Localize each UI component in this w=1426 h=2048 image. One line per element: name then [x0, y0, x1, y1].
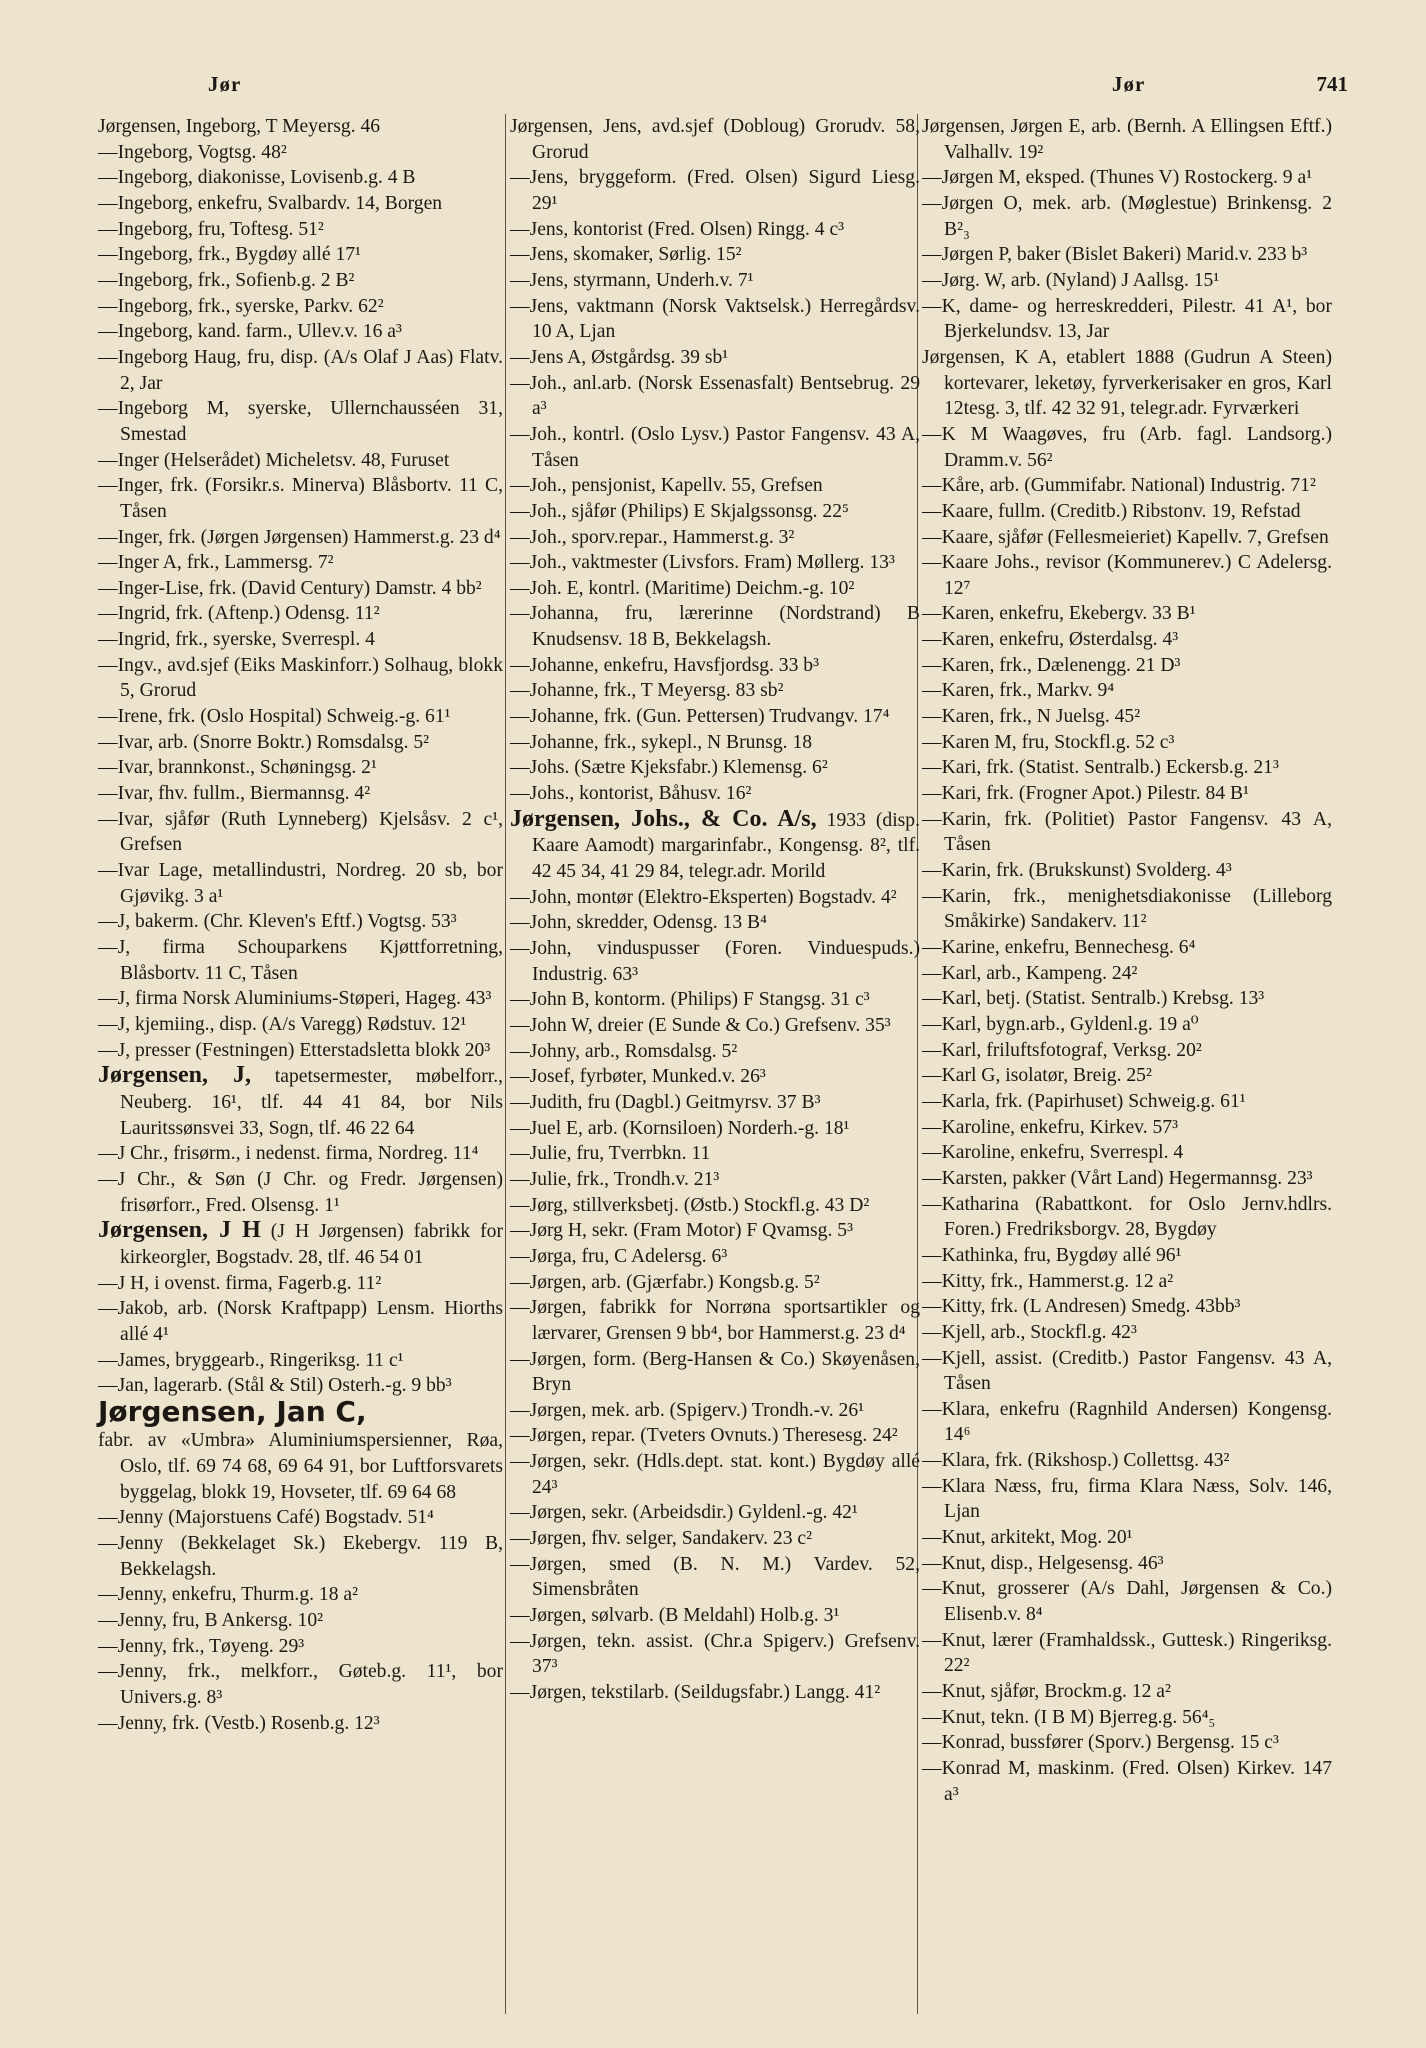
directory-entry: —Jørgen, sekr. (Arbeidsdir.) Gyldenl.-g. 42¹ [510, 1502, 858, 1524]
directory-entry: —Jan, lagerarb. (Stål & Stil) Osterh.-g. 9 bb³ [98, 1375, 452, 1397]
directory-entry: —John, skredder, Odensg. 13 B⁴ [510, 912, 767, 934]
directory-entry: —Jørgen M, eksped. (Thunes V) Rostockerg. 9 a¹ [922, 167, 1313, 189]
directory-entry: —Karoline, enkefru, Sverrespl. 4 [922, 1142, 1184, 1164]
directory-entry: —Karen, enkefru, Østerdalsg. 4³ [922, 629, 1179, 651]
directory-entry: —Inger, frk. (Forsikr.s. Minerva) Blåsbortv. 11 C, Tåsen [98, 475, 503, 522]
directory-entry: —Johanne, frk., sykepl., N Brunsg. 18 [510, 731, 813, 753]
directory-entry: —Kaare Johs., revisor (Kommunerev.) C Adelersg. 12⁷ [922, 552, 1332, 599]
directory-entry: —Knut, sjåfør, Brockm.g. 12 a² [922, 1681, 1171, 1703]
directory-entry: —Johanne, frk., T Meyersg. 83 sb² [510, 680, 784, 702]
directory-entry: —Jørgen, fhv. selger, Sandakerv. 23 c² [510, 1528, 812, 1550]
directory-entry: —Johanna, fru, lærerinne (Nordstrand) B Knudsensv. 18 B, Bekkelagsh. [510, 603, 920, 651]
directory-entry: —Jens, bryggeform. (Fred. Olsen) Sigurd Liesg. 29¹ [510, 167, 920, 214]
column-2 [510, 114, 920, 1706]
directory-entry: —Jenny, frk., Tøyeng. 29³ [98, 1635, 305, 1657]
directory-entry: —Jens, styrmann, Underh.v. 7¹ [510, 269, 754, 291]
directory-entry: —Johanne, frk. (Gun. Pettersen) Trudvangv. 17⁴ [510, 706, 890, 728]
directory-entry: —Jens, vaktmann (Norsk Vaktselsk.) Herregårdsv. 10 A, Ljan [510, 295, 920, 343]
directory-entry: —Joh., anl.arb. (Norsk Essenasfalt) Bentsebrug. 29 a³ [510, 372, 920, 420]
directory-entry: —Knut, grosserer (A/s Dahl, Jørgensen & Co.) Elisenb.v. 8⁴ [922, 1578, 1332, 1626]
directory-entry: Jørgensen, Jens, avd.sjef (Dobloug) Grorudv. 58, Grorud [510, 116, 920, 163]
directory-entry: —J, firma Norsk Aluminiums-Støperi, Hageg. 43³ [98, 988, 492, 1010]
directory-entry: —J, bakerm. (Chr. Kleven's Eftf.) Vogtsg. 53³ [98, 911, 457, 933]
directory-entry: —Ingeborg, enkefru, Svalbardv. 14, Borgen [98, 192, 443, 214]
directory-entry: —Jenny, fru, B Ankersg. 10² [98, 1610, 324, 1632]
directory-entry: —Ingeborg Haug, fru, disp. (A/s Olaf J Aas) Flatv. 2, Jar [98, 346, 503, 394]
column-divider [505, 114, 506, 2014]
directory-entry: —Judith, fru (Dagbl.) Geitmyrsv. 37 B³ [510, 1091, 821, 1113]
directory-entry: —Karen, enkefru, Ekebergv. 33 B¹ [922, 603, 1196, 625]
directory-entry: —Kitty, frk., Hammerst.g. 12 a² [922, 1270, 1174, 1292]
directory-entry: —Karen M, fru, Stockfl.g. 52 c³ [922, 731, 1175, 753]
directory-entry: —Ivar, sjåfør (Ruth Lynneberg) Kjelsåsv. 2 c¹, Grefsen [98, 808, 503, 856]
directory-entry: —Kjell, arb., Stockfl.g. 42³ [922, 1321, 1137, 1343]
directory-entry: —Konrad M, maskinm. (Fred. Olsen) Kirkev. 147 a³ [922, 1758, 1332, 1805]
directory-entry: —Julie, fru, Tverrbkn. 11 [510, 1143, 711, 1165]
directory-entry: —Karin, frk. (Brukskunst) Svolderg. 4³ [922, 860, 1232, 882]
directory-entry: —John W, dreier (E Sunde & Co.) Grefsenv. 35³ [510, 1014, 891, 1036]
directory-entry: —Ingeborg, frk., Bygdøy allé 17¹ [98, 244, 361, 266]
directory-entry: —Jens A, Østgårdsg. 39 sb¹ [510, 346, 729, 368]
directory-entry: —Karl, bygn.arb., Gyldenl.g. 19 a⁰ [922, 1013, 1199, 1035]
directory-entry: —J Chr., frisørm., i nedenst. firma, Nordreg. 11⁴ [98, 1143, 479, 1165]
directory-entry: —Jørg. W, arb. (Nyland) J Aallsg. 15¹ [922, 269, 1220, 291]
directory-entry: —Ingv., avd.sjef (Eiks Maskinforr.) Solhaug, blokk 5, Grorud [98, 654, 503, 702]
directory-entry: Jørgensen, Jørgen E, arb. (Bernh. A Ellingsen Eftf.) Valhallv. 19² [922, 116, 1332, 163]
column-3 [922, 114, 1332, 1807]
directory-entry: —Jørgen, fabrikk for Norrøna sportsartikler og lærvarer, Grensen 9 bb⁴, bor Hammerst.g. 23 d⁴ [510, 1297, 920, 1344]
directory-entry: —Inger A, frk., Lammersg. 7² [98, 552, 334, 574]
directory-entry: Jørgensen, Jan C, [98, 1394, 367, 1428]
directory-entry: —Klara Næss, fru, firma Klara Næss, Solv. 146, Ljan [922, 1475, 1332, 1523]
directory-entry: —Ingeborg, frk., syerske, Parkv. 62² [98, 295, 384, 317]
directory-entry: —Johs., kontorist, Båhusv. 16² [510, 783, 752, 805]
directory-entry: —Jørgen P, baker (Bislet Bakeri) Marid.v. 233 b³ [922, 244, 1308, 266]
directory-entry: fabr. av «Umbra» Aluminiumspersienner, Røa, Oslo, tlf. 69 74 68, 69 64 91, bor Luftforsvarets byggelag, blokk 19, Hovseter, tlf. 69 64 68 [98, 1430, 503, 1503]
directory-entry: —John, montør (Elektro-Eksperten) Bogstadv. 4² [510, 886, 897, 908]
directory-entry: —Jørg H, sekr. (Fram Motor) F Qvamsg. 5³ [510, 1220, 853, 1242]
directory-entry: —Ingeborg M, syerske, Ullernchausséen 31, Smestad [98, 398, 503, 445]
directory-entry: —Knut, lærer (Framhaldssk., Guttesk.) Ringeriksg. 22² [922, 1629, 1332, 1677]
directory-entry: —Jenny, enkefru, Thurm.g. 18 a² [98, 1584, 358, 1606]
directory-entry: —Kari, frk. (Statist. Sentralb.) Eckersb.g. 21³ [922, 757, 1279, 779]
directory-entry: —J Chr., & Søn (J Chr. og Fredr. Jørgensen) frisørforr., Fred. Olsensg. 1¹ [98, 1168, 503, 1216]
directory-entry: Jørgensen, J, tapetsermester, møbelforr., Neuberg. 16¹, tlf. 44 41 84, bor Nils Lauritssønsvei 33, Sogn, tlf. 46 22 64 [98, 1062, 503, 1139]
directory-entry: —Jens, kontorist (Fred. Olsen) Ringg. 4 c³ [510, 218, 845, 240]
directory-entry: —Jørgen, mek. arb. (Spigerv.) Trondh.-v. 26¹ [510, 1399, 864, 1421]
directory-entry: —Julie, frk., Trondh.v. 21³ [510, 1168, 720, 1190]
directory-entry: —John, vinduspusser (Foren. Vinduespuds.) Industrig. 63³ [510, 938, 920, 985]
directory-entry: —Jørgen, form. (Berg-Hansen & Co.) Skøyenåsen, Bryn [510, 1348, 920, 1396]
directory-entry: —Jenny, frk. (Vestb.) Rosenb.g. 12³ [98, 1712, 380, 1734]
directory-entry: —Ivar Lage, metallindustri, Nordreg. 20 sb, bor Gjøvikg. 3 a¹ [98, 860, 503, 907]
directory-entry: —James, bryggearb., Ringeriksg. 11 c¹ [98, 1349, 404, 1371]
directory-entry: —Kåre, arb. (Gummifabr. National) Industrig. 71² [922, 475, 1316, 497]
directory-entry: —Joh., sjåfør (Philips) E Skjalgssonsg. 22⁵ [510, 500, 849, 522]
running-header-left: Jør [208, 72, 242, 96]
directory-entry: —Jørgen O, mek. arb. (Møglestue) Brinkensg. 2 B²₃ [922, 192, 1332, 240]
directory-entry: —Ingeborg, kand. farm., Ullev.v. 16 a³ [98, 321, 402, 343]
directory-entry: —Kitty, frk. (L Andresen) Smedg. 43bb³ [922, 1296, 1241, 1318]
directory-entry: —Ingeborg, Vogtsg. 48² [98, 141, 287, 163]
directory-entry: —K, dame- og herreskredderi, Pilestr. 41 A¹, bor Bjerkelundsv. 13, Jar [922, 295, 1332, 343]
directory-entry: —Ingeborg, diakonisse, Lovisenb.g. 4 B [98, 167, 416, 189]
directory-entry: —J, kjemiing., disp. (A/s Varegg) Rødstuv. 12¹ [98, 1013, 467, 1035]
directory-entry: —Karin, frk., menighetsdiakonisse (Lilleborg Småkirke) Sandakerv. 11² [922, 885, 1332, 933]
directory-entry: —Jenny (Majorstuens Café) Bogstadv. 51⁴ [98, 1507, 434, 1529]
directory-entry: —Ivar, fhv. fullm., Biermannsg. 4² [98, 783, 371, 805]
page-number: 741 [1316, 72, 1348, 96]
directory-entry: —Johanne, enkefru, Havsfjordsg. 33 b³ [510, 654, 819, 676]
directory-entry: —Klara, enkefru (Ragnhild Andersen) Kongensg. 14⁶ [922, 1398, 1332, 1446]
column-1 [98, 114, 503, 1736]
directory-entry: —Joh., kontrl. (Oslo Lysv.) Pastor Fangensv. 43 A, Tåsen [510, 423, 920, 471]
directory-entry: —Jørg, stillverksbetj. (Østb.) Stockfl.g. 43 D² [510, 1194, 870, 1216]
directory-entry: —Jakob, arb. (Norsk Kraftpapp) Lensm. Hiorths allé 4¹ [98, 1298, 503, 1345]
directory-entry: —John B, kontorm. (Philips) F Stangsg. 31 c³ [510, 989, 870, 1011]
directory-entry: —Kaare, sjåfør (Fellesmeieriet) Kapellv. 7, Grefsen [922, 526, 1329, 548]
directory-entry: —Knut, tekn. (I B M) Bjerreg.g. 56⁴₅ [922, 1706, 1216, 1728]
directory-entry: —J H, i ovenst. firma, Fagerb.g. 11² [98, 1272, 382, 1294]
directory-entry: Jørgensen, J H (J H Jørgensen) fabrikk for kirkeorgler, Bogstadv. 28, tlf. 46 54 01 [98, 1217, 503, 1268]
directory-entry: —Ingrid, frk. (Aftenp.) Odensg. 11² [98, 603, 380, 625]
directory-entry: —Karl, arb., Kampeng. 24² [922, 962, 1138, 984]
directory-entry: —Kjell, assist. (Creditb.) Pastor Fangensv. 43 A, Tåsen [922, 1347, 1332, 1395]
directory-entry: —Inger, frk. (Jørgen Jørgensen) Hammerst.g. 23 d⁴ [98, 526, 501, 548]
directory-entry: —Joh., pensjonist, Kapellv. 55, Grefsen [510, 475, 823, 497]
directory-entry: —Joh. E, kontrl. (Maritime) Deichm.-g. 10² [510, 577, 855, 599]
directory-entry: —Klara, frk. (Rikshosp.) Collettsg. 43² [922, 1450, 1230, 1472]
directory-entry: —Ivar, brannkonst., Schøningsg. 2¹ [98, 757, 377, 779]
directory-entry: —Karl G, isolatør, Breig. 25² [922, 1065, 1152, 1087]
directory-entry: Jørgensen, K A, etablert 1888 (Gudrun A Steen) kortevarer, leketøy, fyrverkerisaker en gros, Karl 12tesg. 3, tlf. 42 32 91, telegr.adr. Fyrværkeri [922, 346, 1332, 420]
directory-entry: —Ingeborg, frk., Sofienb.g. 2 B² [98, 269, 355, 291]
directory-entry: —Jørgen, smed (B. N. M.) Vardev. 52, Simensbråten [510, 1553, 920, 1601]
directory-entry: —Inger-Lise, frk. (David Century) Damstr. 4 bb² [98, 577, 482, 599]
directory-entry: —Jørga, fru, C Adelersg. 6³ [510, 1245, 728, 1267]
running-header-right: Jør [1112, 72, 1146, 96]
directory-entry: —Kathinka, fru, Bygdøy allé 96¹ [922, 1244, 1182, 1266]
directory-entry: —Jenny (Bekkelaget Sk.) Ekebergv. 119 B, Bekkelagsh. [98, 1533, 503, 1580]
directory-entry: —Jørgen, tekstilarb. (Seildugsfabr.) Langg. 41² [510, 1682, 881, 1704]
directory-entry: —Jørgen, tekn. assist. (Chr.a Spigerv.) Grefsenv. 37³ [510, 1630, 920, 1678]
directory-entry: —Josef, fyrbøter, Munked.v. 26³ [510, 1066, 766, 1088]
directory-entry: —J, firma Schouparkens Kjøttforretning, Blåsbortv. 11 C, Tåsen [98, 937, 503, 984]
directory-entry: —Ivar, arb. (Snorre Boktr.) Romsdalsg. 5² [98, 731, 430, 753]
directory-entry: —Karine, enkefru, Bennechesg. 6⁴ [922, 937, 1196, 958]
directory-entry: —K M Waagøves, fru (Arb. fagl. Landsorg.) Dramm.v. 56² [922, 423, 1332, 471]
directory-entry: —Kari, frk. (Frogner Apot.) Pilestr. 84 B¹ [922, 783, 1249, 805]
directory-entry: —Karen, frk., Dælenengg. 21 D³ [922, 654, 1181, 676]
directory-entry: —Kaare, fullm. (Creditb.) Ribstonv. 19, Refstad [922, 500, 1301, 522]
directory-entry: —Karin, frk. (Politiet) Pastor Fangensv. 43 A, Tåsen [922, 808, 1332, 856]
directory-entry: —Karl, friluftsfotograf, Verksg. 20² [922, 1039, 1202, 1061]
directory-entry: —Ingeborg, fru, Toftesg. 51² [98, 218, 324, 240]
directory-entry: Jørgensen, Ingeborg, T Meyersg. 46 [98, 116, 381, 137]
directory-entry: —Karsten, pakker (Vårt Land) Hegermannsg. 23³ [922, 1167, 1313, 1189]
directory-entry: —Karoline, enkefru, Kirkev. 57³ [922, 1116, 1178, 1138]
directory-entry: —Jørgen, sølvarb. (B Meldahl) Holb.g. 3¹ [510, 1605, 840, 1627]
directory-entry: —Karl, betj. (Statist. Sentralb.) Krebsg. 13³ [922, 988, 1265, 1010]
directory-entry: —Jørgen, repar. (Tveters Ovnuts.) Theresesg. 24² [510, 1425, 898, 1447]
directory-entry: —Joh., sporv.repar., Hammerst.g. 3² [510, 526, 795, 548]
directory-entry: —Jørgen, sekr. (Hdls.dept. stat. kont.) Bygdøy allé 24³ [510, 1451, 920, 1498]
directory-entry: —Inger (Helserådet) Micheletsv. 48, Furuset [98, 449, 450, 471]
directory-entry: —Ingrid, frk., syerske, Sverrespl. 4 [98, 629, 375, 651]
directory-entry: —Konrad, bussfører (Sporv.) Bergensg. 15 c³ [922, 1732, 1279, 1754]
directory-entry: —Joh., vaktmester (Livsfors. Fram) Møllerg. 13³ [510, 552, 895, 574]
directory-entry: —Johs. (Sætre Kjeksfabr.) Klemensg. 6² [510, 757, 828, 779]
directory-entry: —Knut, disp., Helgesensg. 46³ [922, 1552, 1164, 1574]
directory-entry: —Juel E, arb. (Kornsiloen) Norderh.-g. 18¹ [510, 1117, 850, 1139]
directory-entry: —Irene, frk. (Oslo Hospital) Schweig.-g. 61¹ [98, 706, 451, 728]
directory-entry: Jørgensen, Johs., & Co. A/s, 1933 (disp. Kaare Aamodt) margarinfabr., Kongensg. 8², tlf. 42 45 34, 41 29 84, telegr.adr. Morild [510, 805, 920, 883]
directory-entry: —Katharina (Rabattkont. for Oslo Jernv.hdlrs. Foren.) Fredriksborgv. 28, Bygdøy [922, 1193, 1332, 1241]
directory-entry: —Karla, frk. (Papirhuset) Schweig.g. 61¹ [922, 1090, 1246, 1112]
directory-entry: —Knut, arkitekt, Mog. 20¹ [922, 1527, 1133, 1549]
directory-entry: —Johny, arb., Romsdalsg. 5² [510, 1040, 738, 1062]
directory-entry: —J, presser (Festningen) Etterstadsletta blokk 20³ [98, 1039, 491, 1061]
directory-entry: —Karen, frk., Markv. 9⁴ [922, 680, 1115, 702]
directory-entry: —Jenny, frk., melkforr., Gøteb.g. 11¹, bor Univers.g. 8³ [98, 1661, 503, 1709]
directory-entry: —Jørgen, arb. (Gjærfabr.) Kongsb.g. 5² [510, 1271, 820, 1293]
directory-entry: —Karen, frk., N Juelsg. 45² [922, 706, 1141, 728]
directory-entry: —Jens, skomaker, Sørlig. 15² [510, 244, 742, 266]
